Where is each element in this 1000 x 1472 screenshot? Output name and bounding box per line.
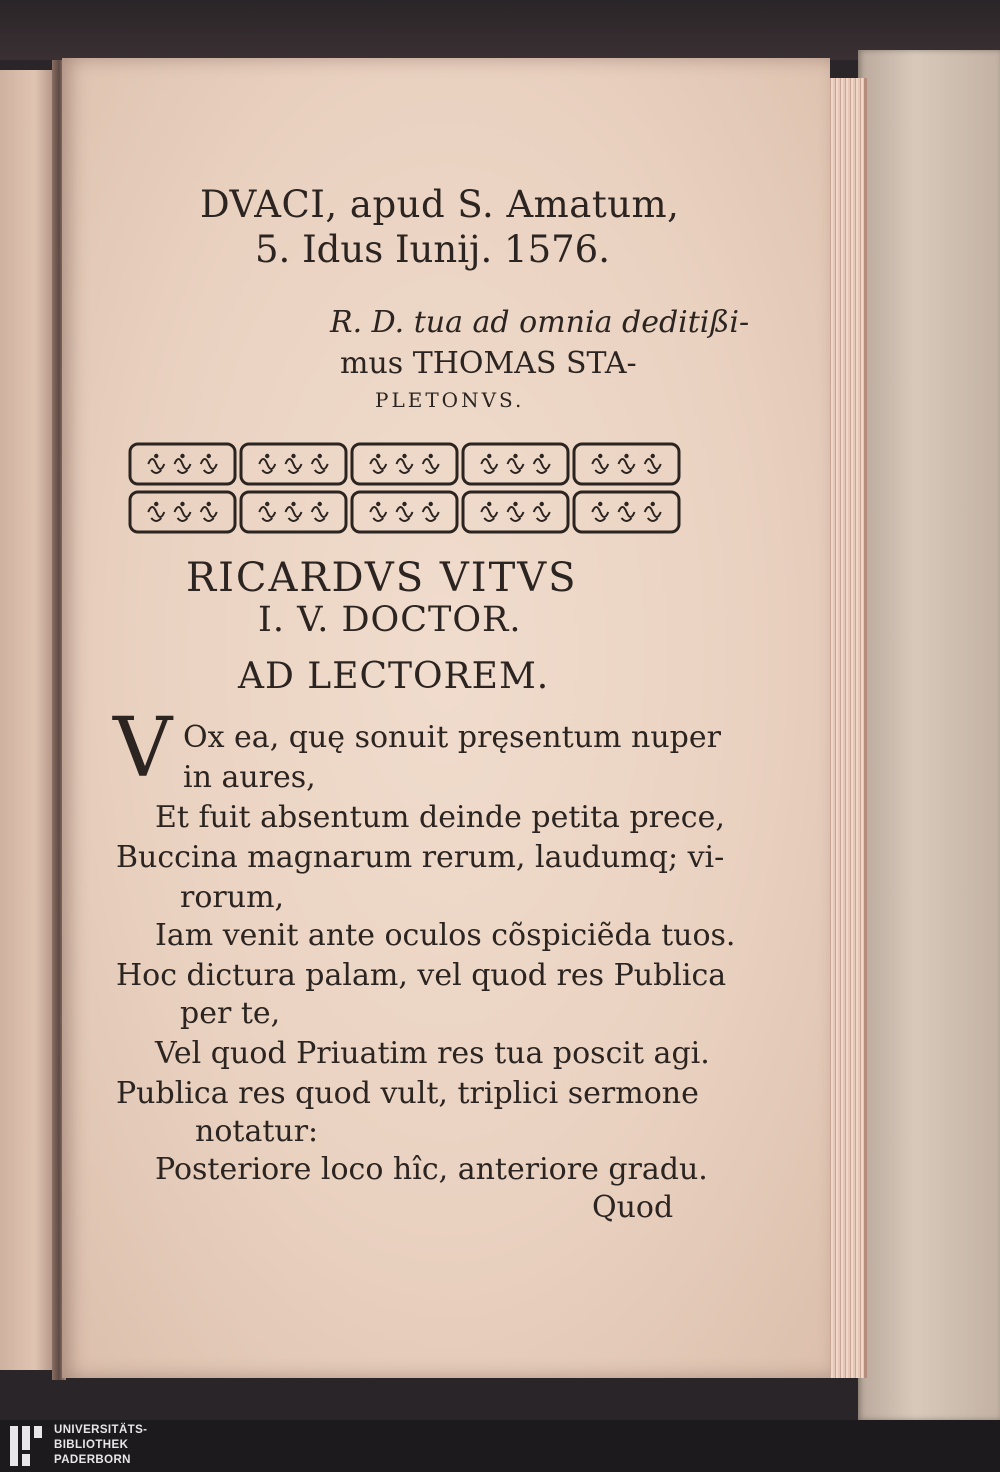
book-cover <box>858 50 1000 1420</box>
ornament-row-top <box>130 444 679 484</box>
verse-line: notatur: <box>195 1114 319 1149</box>
verse-line: Buccina magnarum rerum, laudumq; vi- <box>116 840 725 875</box>
verse-line: Ox ea, quę sonuit pręsentum nuper <box>183 720 721 755</box>
address-heading: AD LECTOREM. <box>238 656 550 697</box>
title-heading: I. V. DOCTOR. <box>258 600 522 640</box>
verse-line: Posteriore loco hîc, anteriore gradu. <box>155 1152 708 1187</box>
page-edges <box>828 78 867 1378</box>
library-logo-icon <box>8 1424 46 1468</box>
verse-line: per te, <box>180 996 281 1031</box>
signature-line-3: PLETONVS. <box>375 388 525 412</box>
signature-line-1: R. D. tua ad omnia deditißi- <box>330 305 750 340</box>
verse-line: Iam venit ante oculos cõspiciẽda tuos. <box>155 918 736 953</box>
verse-line: rorum, <box>180 880 285 915</box>
ornament-band <box>127 440 682 537</box>
top-edge <box>0 0 1000 60</box>
verse-line: Hoc dictura palam, vel quod res Publica <box>116 958 727 993</box>
date-line: 5. Idus Iunij. 1576. <box>255 228 610 271</box>
left-page-edge <box>0 70 58 1370</box>
signature-line-2: mus THOMAS STA- <box>340 346 637 381</box>
verse-line: in aures, <box>183 760 316 795</box>
imprint-line: DVACI, apud S. Amatum, <box>200 183 680 226</box>
author-heading: RICARDVS VITVS <box>186 555 578 601</box>
verse-line: Et fuit absentum deinde petita prece, <box>155 800 725 835</box>
library-name-line-2: BIBLIOTHEK <box>54 1439 129 1451</box>
verse-line: Publica res quod vult, triplici sermone <box>116 1076 699 1111</box>
library-name-line-1: UNIVERSITÄTS- <box>54 1424 148 1436</box>
library-footer <box>0 1420 1000 1472</box>
catchword: Quod <box>592 1190 674 1225</box>
ornament-row-bottom <box>130 492 679 532</box>
drop-capital: V <box>113 701 173 796</box>
library-name-line-3: PADERBORN <box>54 1454 131 1466</box>
verse-line: Vel quod Priuatim res tua poscit agi. <box>155 1036 710 1071</box>
